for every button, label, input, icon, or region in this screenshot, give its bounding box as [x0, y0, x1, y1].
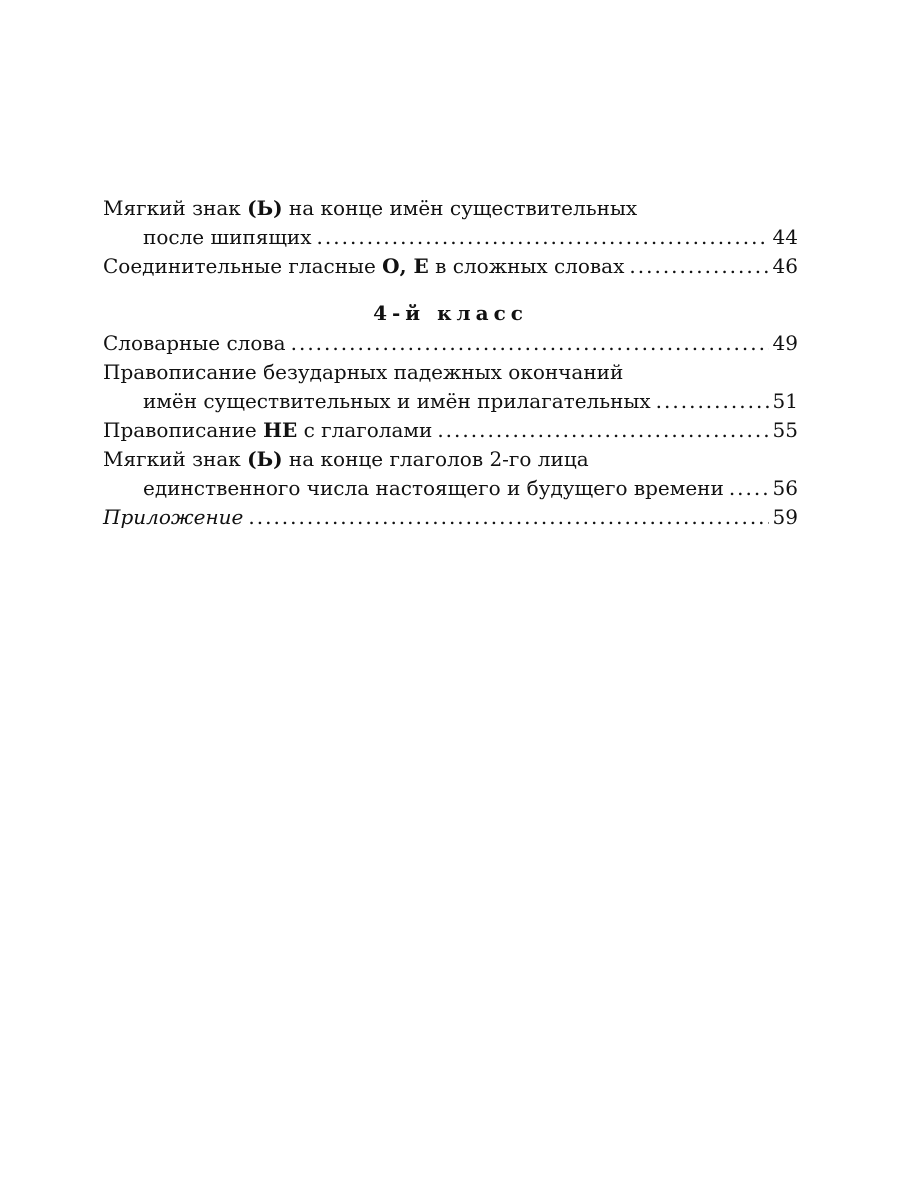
title-part: на конце глаголов 2-го лица: [282, 447, 589, 471]
dot-leader: [437, 416, 768, 445]
toc-entry-title: единственного числа настоящего и будущего времени: [143, 476, 724, 500]
toc-entry-title: после шипящих: [143, 225, 312, 249]
title-part: Правописание: [103, 418, 264, 442]
toc-entry-dictionary-words: [103, 329, 798, 358]
table-of-contents: [103, 194, 798, 532]
toc-entry-ne-with-verbs: [103, 416, 798, 445]
page-number: 56: [772, 476, 798, 500]
toc-entry-appendix: [103, 503, 798, 532]
title-bold-part: НЕ: [263, 418, 298, 442]
toc-entry-title: Приложение: [103, 505, 244, 529]
toc-entry-soft-sign-nouns-line1: [103, 194, 798, 223]
toc-entry-soft-sign-verbs-line1: [103, 445, 798, 474]
dot-leader: [248, 503, 768, 532]
toc-entry-unstressed-endings-line2: [103, 387, 798, 416]
toc-entry-title: [103, 252, 624, 281]
title-part: с глаголами: [297, 418, 433, 442]
toc-entry-title: Правописание безударных падежных окончаний: [103, 360, 624, 384]
toc-entry-soft-sign-verbs-line2: [103, 474, 798, 503]
toc-entry-connecting-vowels: [103, 252, 798, 281]
page-number: 46: [772, 254, 798, 278]
toc-entry-title: имён существительных и имён прилагательных: [143, 389, 651, 413]
title-part: на конце имён существительных: [282, 196, 638, 220]
title-part: Мягкий знак: [103, 196, 248, 220]
toc-entry-title: Словарные слова: [103, 331, 286, 355]
title-part: в сложных словах: [428, 254, 625, 278]
dot-leader: [317, 223, 769, 252]
dot-leader: [629, 252, 768, 281]
toc-entry-title: [103, 194, 637, 223]
page-number: 59: [772, 505, 798, 529]
dot-leader: [291, 329, 769, 358]
toc-entry-unstressed-endings-line1: [103, 358, 798, 387]
page-number: 49: [772, 331, 798, 355]
dot-leader: [729, 474, 769, 503]
title-part: Мягкий знак: [103, 447, 248, 471]
section-heading: 4-й класс: [373, 301, 528, 325]
toc-entry-title: [103, 416, 432, 445]
page-number: 55: [772, 418, 798, 442]
title-bold-part: О, Е: [382, 254, 429, 278]
title-bold-part: (Ь): [247, 447, 283, 471]
title-bold-part: (Ь): [247, 196, 283, 220]
title-part: Соединительные гласные: [103, 254, 383, 278]
page-number: 51: [772, 389, 798, 413]
dot-leader: [656, 387, 769, 416]
toc-entry-title: [103, 445, 589, 474]
page-number: 44: [772, 225, 798, 249]
toc-entry-soft-sign-nouns-line2: [103, 223, 798, 252]
